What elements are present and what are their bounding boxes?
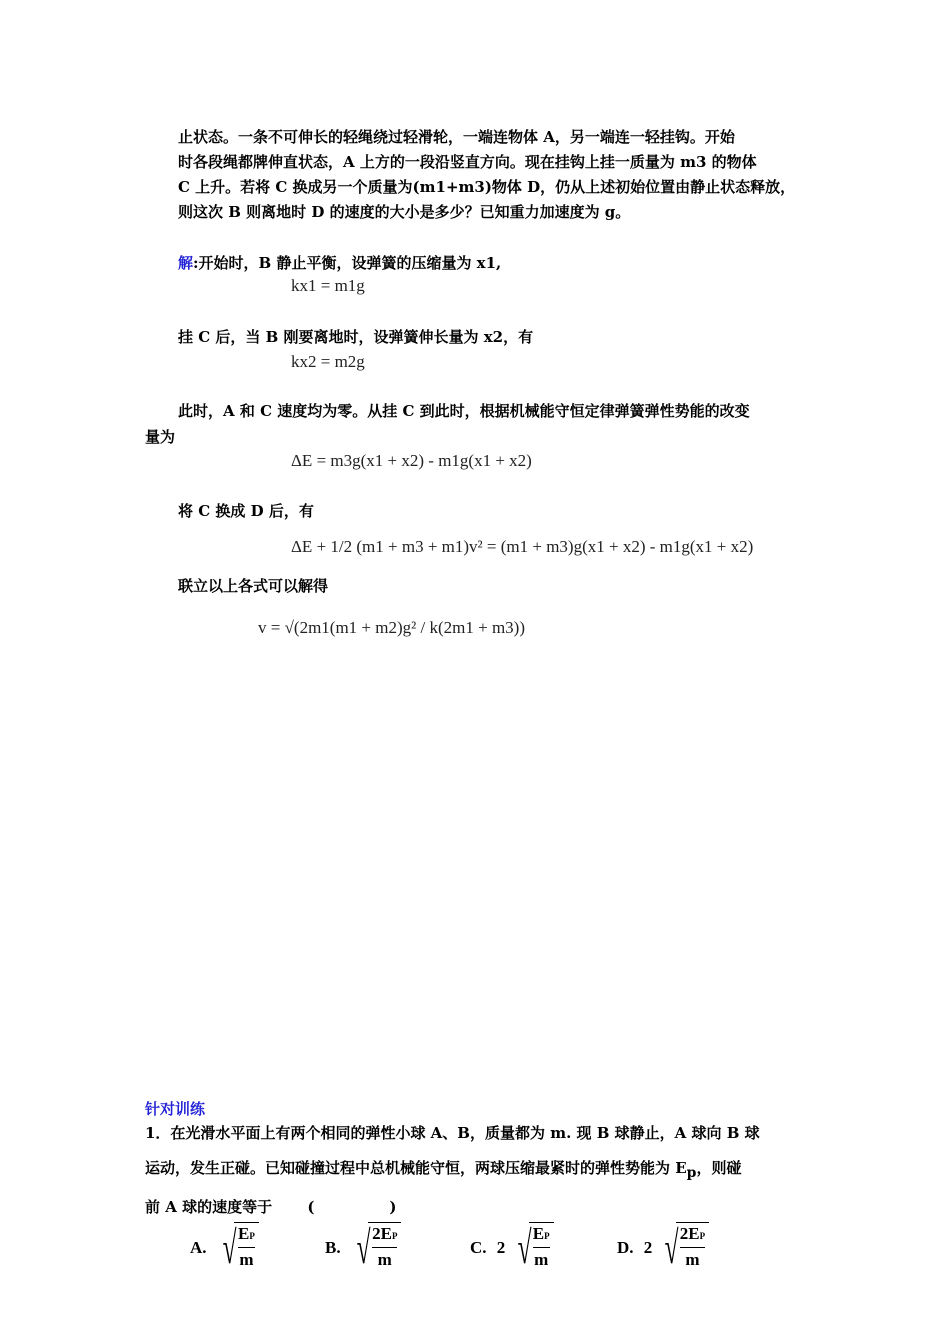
denominator: m bbox=[239, 1250, 254, 1269]
question-1-line-3 bbox=[145, 1196, 397, 1218]
problem-line-3 bbox=[178, 176, 795, 198]
equation-text: ΔE + 1/2 (m1 + m3 + m1)v² = (m1 + m3)g(x1 + x2) - m1g(x1 + x2) bbox=[291, 537, 754, 556]
denominator: m bbox=[377, 1250, 392, 1269]
step-text: 联立以上各式可以解得 bbox=[178, 577, 329, 595]
option-b[interactable] bbox=[325, 1222, 401, 1274]
numerator: 2E bbox=[679, 1224, 700, 1243]
problem-text: 止状态。一条不可伸长的轻绳绕过轻滑轮，一端连物体 A，另一端连一轻挂钩。开始 bbox=[178, 128, 735, 146]
problem-line-1 bbox=[178, 126, 735, 148]
solution-step-5 bbox=[178, 575, 328, 597]
problem-text: C 上升。若将 C 换成另一个质量为(m1+m3)物体 D，仍从上述初始位置由静止状态释放， bbox=[178, 178, 796, 196]
option-a[interactable] bbox=[190, 1222, 259, 1274]
option-label: A. bbox=[190, 1238, 207, 1257]
solution-label: 解 bbox=[178, 254, 194, 272]
question-1-line-2 bbox=[145, 1157, 741, 1184]
numerator: 2E bbox=[372, 1224, 392, 1243]
step-text: 此时，A 和 C 速度均为零。从挂 C 到此时，根据机械能守恒定律弹簧弹性势能的改变 bbox=[178, 402, 750, 420]
equation-1 bbox=[291, 276, 365, 296]
question-1-line-1 bbox=[145, 1122, 760, 1144]
solution-intro bbox=[178, 252, 501, 274]
equation-4 bbox=[291, 537, 753, 557]
solution-step-4 bbox=[178, 500, 314, 522]
equation-3 bbox=[291, 451, 532, 471]
problem-line-4 bbox=[178, 201, 630, 223]
option-d[interactable] bbox=[617, 1222, 709, 1274]
option-label: D. bbox=[617, 1238, 634, 1257]
ep-subscript: p bbox=[686, 1165, 697, 1181]
problem-text: 时各段绳都牌伸直状态，A 上方的一段沿竖直方向。现在挂钩上挂一质量为 m3 的物体 bbox=[178, 153, 757, 171]
denominator: m bbox=[534, 1250, 549, 1269]
coefficient: 2 bbox=[496, 1238, 506, 1257]
question-text: 前 A 球的速度等于 bbox=[145, 1198, 273, 1216]
numerator-subscript: P bbox=[699, 1231, 706, 1241]
sqrt-icon: √ 2EP m bbox=[351, 1222, 402, 1274]
problem-line-2 bbox=[178, 151, 757, 173]
training-heading bbox=[145, 1098, 205, 1120]
equation-text: v = √(2m1(m1 + m2)g² / k(2m1 + m3)) bbox=[258, 618, 525, 637]
heading-text: 针对训练 bbox=[145, 1100, 206, 1118]
question-text: 1．在光滑水平面上有两个相同的弹性小球 A、B，质量都为 m. 现 B 球静止，A 球向 B 球 bbox=[145, 1124, 760, 1142]
equation-text: kx1 = m1g bbox=[291, 276, 365, 295]
solution-step-2 bbox=[178, 326, 533, 348]
answer-blank: ( ) bbox=[307, 1198, 397, 1216]
option-label: C. bbox=[470, 1238, 487, 1257]
solution-step-3a bbox=[178, 400, 750, 422]
numerator-subscript: P bbox=[544, 1231, 550, 1241]
sqrt-icon: √ 2EP m bbox=[659, 1222, 710, 1274]
question-text: ，则碰 bbox=[696, 1159, 742, 1177]
solution-step-3b bbox=[145, 426, 175, 448]
numerator-subscript: P bbox=[249, 1231, 255, 1241]
solution-intro-text: :开始时，B 静止平衡，设弹簧的压缩量为 x1, bbox=[193, 254, 502, 272]
question-text: 运动，发生正碰。已知碰撞过程中总机械能守恒，两球压缩最紧时的弹性势能为 E bbox=[145, 1159, 687, 1177]
equation-text: ΔE = m3g(x1 + x2) - m1g(x1 + x2) bbox=[291, 451, 532, 470]
numerator: E bbox=[532, 1224, 545, 1243]
coefficient: 2 bbox=[643, 1238, 653, 1257]
option-c[interactable] bbox=[470, 1222, 554, 1274]
numerator: E bbox=[238, 1224, 250, 1243]
denominator: m bbox=[685, 1250, 700, 1269]
problem-text: 则这次 B 则离地时 D 的速度的大小是多少？已知重力加速度为 g。 bbox=[178, 203, 631, 221]
equation-5 bbox=[258, 618, 525, 638]
equation-2 bbox=[291, 352, 365, 372]
equation-text: kx2 = m2g bbox=[291, 352, 365, 371]
numerator-subscript: P bbox=[391, 1231, 398, 1241]
sqrt-icon: √ EP m bbox=[512, 1222, 554, 1274]
step-text: 将 C 换成 D 后，有 bbox=[178, 502, 314, 520]
step-text: 挂 C 后，当 B 刚要离地时，设弹簧伸长量为 x2，有 bbox=[178, 328, 534, 346]
option-label: B. bbox=[325, 1238, 341, 1257]
sqrt-icon: √ EP m bbox=[217, 1222, 259, 1274]
step-text: 量为 bbox=[145, 428, 176, 446]
